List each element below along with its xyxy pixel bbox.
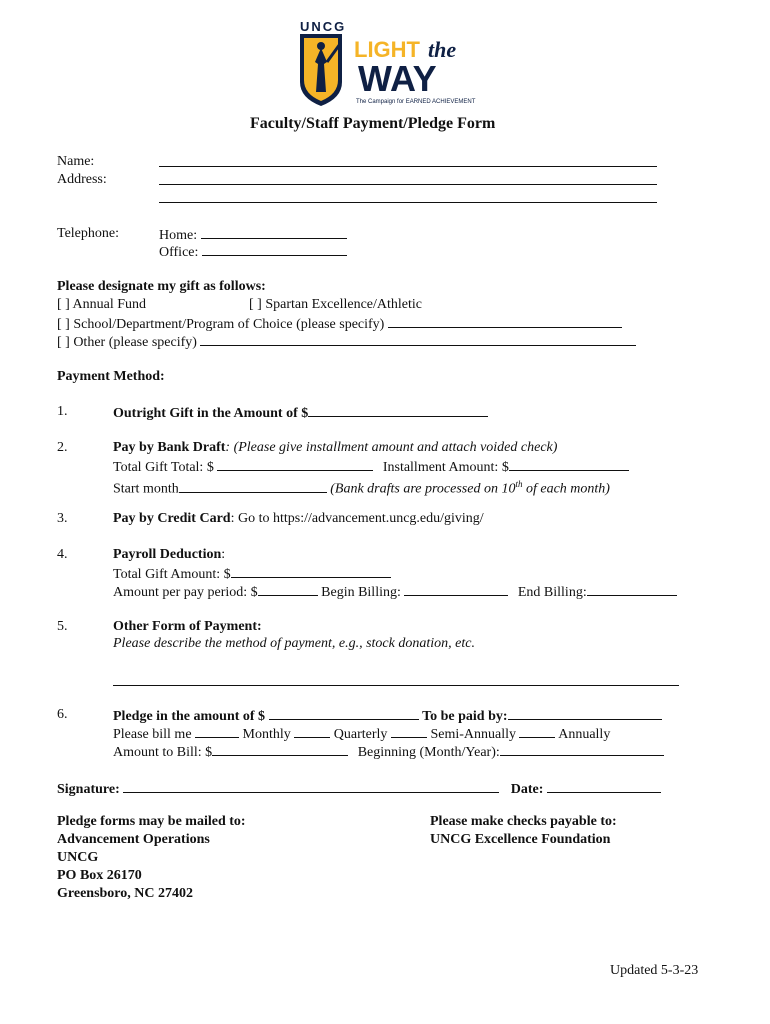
billing-frequency-row (113, 724, 610, 744)
draft-note-post: of each month) (522, 481, 610, 497)
logo-way-text: WAY (358, 58, 437, 99)
date-label: Date: (510, 782, 544, 797)
semi-annually-label: Semi-Annually (430, 727, 516, 742)
mail-heading: Pledge forms may be mailed to: (57, 814, 246, 829)
form-title: Faculty/Staff Payment/Pledge Form (250, 115, 496, 132)
draft-note-sup: th (515, 479, 523, 489)
payroll-total-row (113, 564, 391, 584)
outright-gift-amount-field[interactable] (308, 403, 488, 417)
semi-annually-blank[interactable] (391, 724, 427, 738)
outright-gift-label: Outright Gift in the Amount of $ (113, 406, 309, 421)
item-6-number: 6. (57, 707, 68, 722)
credit-card-row (113, 510, 484, 528)
beginning-label: Beginning (Month/Year): (357, 745, 500, 760)
signature-label: Signature: (57, 782, 120, 797)
start-month-label: Start month (113, 481, 179, 497)
annually-label: Annually (558, 727, 611, 742)
checks-payee: UNCG Excellence Foundation (430, 832, 611, 847)
payroll-period-row (113, 582, 677, 602)
bill-me-label: Please bill me (113, 727, 192, 742)
office-label: Office: (159, 245, 199, 260)
other-payment-label: Other Form of Payment: (113, 619, 262, 634)
quarterly-blank[interactable] (294, 724, 330, 738)
signature-row (57, 779, 661, 799)
address-field-1[interactable] (159, 171, 657, 185)
signature-field[interactable] (123, 779, 499, 793)
mail-line-4: Greensboro, NC 27402 (57, 886, 193, 901)
school-specify-field[interactable] (388, 314, 622, 328)
installment-label: Installment Amount: $ (382, 460, 509, 475)
telephone-label: Telephone: (57, 226, 119, 241)
payroll-label: Payroll Deduction (113, 547, 222, 562)
credit-card-link[interactable]: : Go to https://advancement.uncg.edu/giving/ (230, 511, 484, 526)
start-month-row (113, 475, 610, 499)
bank-total-label: Total Gift Total: $ (113, 460, 214, 475)
name-label: Name: (57, 154, 95, 169)
pledge-amount-label: Pledge in the amount of $ (113, 709, 266, 724)
office-phone-row (159, 242, 347, 262)
annually-blank[interactable] (519, 724, 555, 738)
updated-date: Updated 5-3-23 (610, 963, 699, 978)
beginning-field[interactable] (500, 742, 664, 756)
pledge-amount-field[interactable] (269, 706, 419, 720)
per-period-field[interactable] (258, 582, 318, 596)
pledge-row (113, 706, 662, 726)
bank-draft-label: Pay by Bank Draft (113, 440, 226, 455)
monthly-blank[interactable] (195, 724, 239, 738)
item-1-number: 1. (57, 404, 68, 419)
monthly-label: Monthly (242, 727, 291, 742)
other-payment-field[interactable] (113, 672, 679, 686)
begin-billing-field[interactable] (404, 582, 508, 596)
designation-heading: Please designate my gift as follows: (57, 279, 266, 294)
school-checkbox[interactable]: [ ] School/Department/Program of Choice (please specify) (57, 317, 385, 332)
paid-by-field[interactable] (508, 706, 662, 720)
logo-light-text: LIGHT (354, 37, 420, 62)
item-4-number: 4. (57, 547, 68, 562)
other-specify-field[interactable] (200, 332, 636, 346)
address-field-2[interactable] (159, 189, 657, 203)
brand-text: UNCG (300, 19, 347, 34)
paid-by-label: To be paid by: (422, 709, 508, 724)
other-payment-description: Please describe the method of payment, e.g., stock donation, etc. (113, 636, 475, 651)
annual-fund-checkbox[interactable]: [ ] Annual Fund (57, 297, 147, 312)
home-phone-field[interactable] (201, 225, 347, 239)
other-row (57, 332, 636, 352)
end-billing-label: End Billing: (517, 585, 587, 600)
payroll-total-label: Total Gift Amount: $ (113, 567, 231, 582)
quarterly-label: Quarterly (333, 727, 388, 742)
logo-the-text: the (428, 37, 457, 62)
checks-heading: Please make checks payable to: (430, 814, 617, 829)
per-period-label: Amount per pay period: $ (113, 585, 258, 600)
home-label: Home: (159, 228, 198, 243)
payroll-heading-row (113, 546, 225, 564)
mail-line-2: UNCG (57, 850, 99, 865)
school-row (57, 314, 622, 334)
bank-draft-amount-row (113, 457, 629, 477)
office-phone-field[interactable] (202, 242, 347, 256)
item-2-number: 2. (57, 440, 68, 455)
draft-note-pre: (Bank drafts are processed on 10 (330, 481, 516, 497)
amount-to-bill-field[interactable] (212, 742, 348, 756)
bank-draft-note: : (Please give installment amount and attach voided check) (225, 440, 558, 455)
spartan-checkbox[interactable]: [ ] Spartan Excellence/Athletic (249, 297, 422, 312)
amount-to-bill-row (113, 742, 664, 762)
payment-heading: Payment Method: (57, 369, 165, 384)
outright-gift-row (113, 403, 488, 423)
bank-draft-row (113, 439, 557, 457)
mail-line-3: PO Box 26170 (57, 868, 142, 883)
end-billing-field[interactable] (587, 582, 677, 596)
name-field[interactable] (159, 153, 657, 167)
mail-line-1: Advancement Operations (57, 832, 210, 847)
other-checkbox[interactable]: [ ] Other (please specify) (57, 335, 197, 350)
amount-to-bill-label: Amount to Bill: $ (113, 745, 213, 760)
bank-total-field[interactable] (217, 457, 373, 471)
logo-tagline: The Campaign for EARNED ACHIEVEMENT (356, 99, 476, 105)
payroll-total-field[interactable] (231, 564, 391, 578)
item-5-number: 5. (57, 619, 68, 634)
credit-card-label: Pay by Credit Card (113, 511, 231, 526)
item-3-number: 3. (57, 511, 68, 526)
start-month-field[interactable] (179, 479, 327, 493)
installment-field[interactable] (509, 457, 629, 471)
payroll-colon: : (221, 547, 226, 562)
light-the-way-logo (296, 18, 486, 110)
begin-billing-label: Begin Billing: (321, 585, 401, 600)
address-label: Address: (57, 172, 107, 187)
date-field[interactable] (547, 779, 661, 793)
